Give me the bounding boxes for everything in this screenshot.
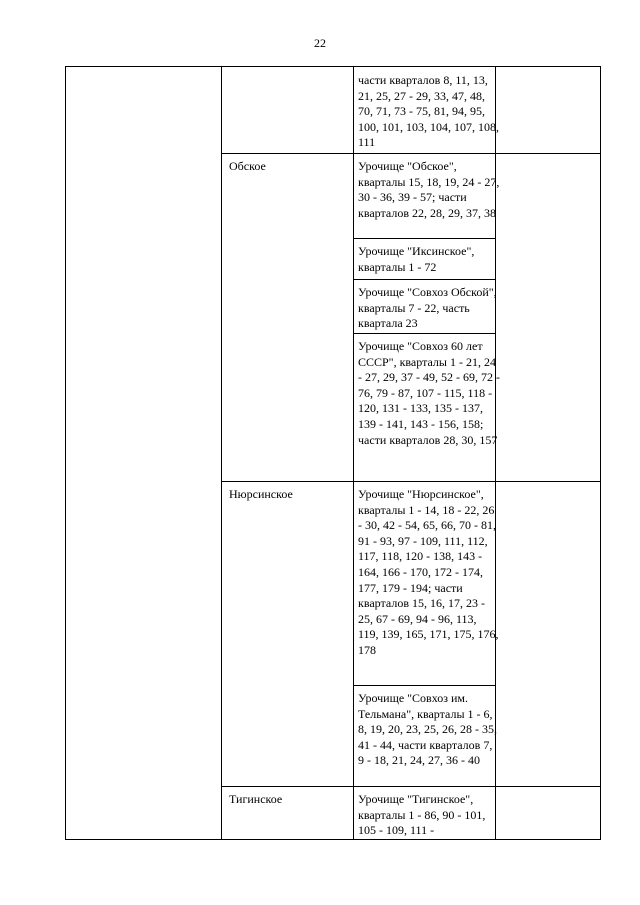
tract-description: Урочище "Иксинское", кварталы 1 - 72 <box>358 244 475 274</box>
row-divider <box>221 481 600 482</box>
row-divider <box>353 333 495 334</box>
tract-description: Урочище "Нюрсинское", кварталы 1 - 14, 18 - 22, 26 - 30, 42 - 54, 65, 66, 70 - 81, 91 - 93, 97 - 109, 111, 112, 117, 118, 120 - 138, 143 - 164, 166 - 170, 172 - 174, 177, 179 - 194; части кварталов 15, 16, 17, 23 - 25, 67 - 69, 94 - 96, 113, 119, 139, 165, 171, 175, 176, 178 <box>358 487 499 657</box>
forest-district-table <box>65 66 601 840</box>
tract-description: части кварталов 8, 11, 13, 21, 25, 27 - 29, 33, 47, 48, 70, 71, 73 - 75, 81, 94, 95, 100, 101, 103, 104, 107, 108, 111 <box>358 73 499 150</box>
district-name: Тигинское <box>229 792 283 806</box>
tract-description: Урочище "Обское", кварталы 15, 18, 19, 24 - 27, 30 - 36, 39 - 57; части кварталов 22, 28, 29, 37, 38 <box>358 159 500 220</box>
tract-description: Урочище "Совхоз Обской", кварталы 7 - 22, часть квартала 23 <box>358 285 497 331</box>
column-divider <box>353 67 354 839</box>
row-divider <box>221 786 600 787</box>
row-divider <box>221 153 600 154</box>
tract-description: Урочище "Совхоз 60 лет СССР", кварталы 1 - 21, 24 - 27, 29, 37 - 49, 52 - 69, 72 - 76, 79 - 87, 107 - 115, 118 - 120, 131 - 133, 135 - 137, 139 - 141, 143 - 156, 158; части кварталов 28, 30, 157 <box>358 339 500 447</box>
district-name: Нюрсинское <box>229 487 293 501</box>
column-divider <box>221 67 222 839</box>
row-divider <box>353 238 495 239</box>
row-divider <box>353 279 495 280</box>
tract-description: Урочище "Тигинское", кварталы 1 - 86, 90 - 101, 105 - 109, 111 - <box>358 792 486 838</box>
tract-description: Урочище "Совхоз им. Тельмана", кварталы 1 - 6, 8, 19, 20, 23, 25, 26, 28 - 35, 41 - 44, части кварталов 7, 9 - 18, 21, 24, 27, 36 - 40 <box>358 691 497 768</box>
district-name: Обское <box>229 159 266 173</box>
page-number: 22 <box>314 36 326 50</box>
row-divider <box>353 685 495 686</box>
